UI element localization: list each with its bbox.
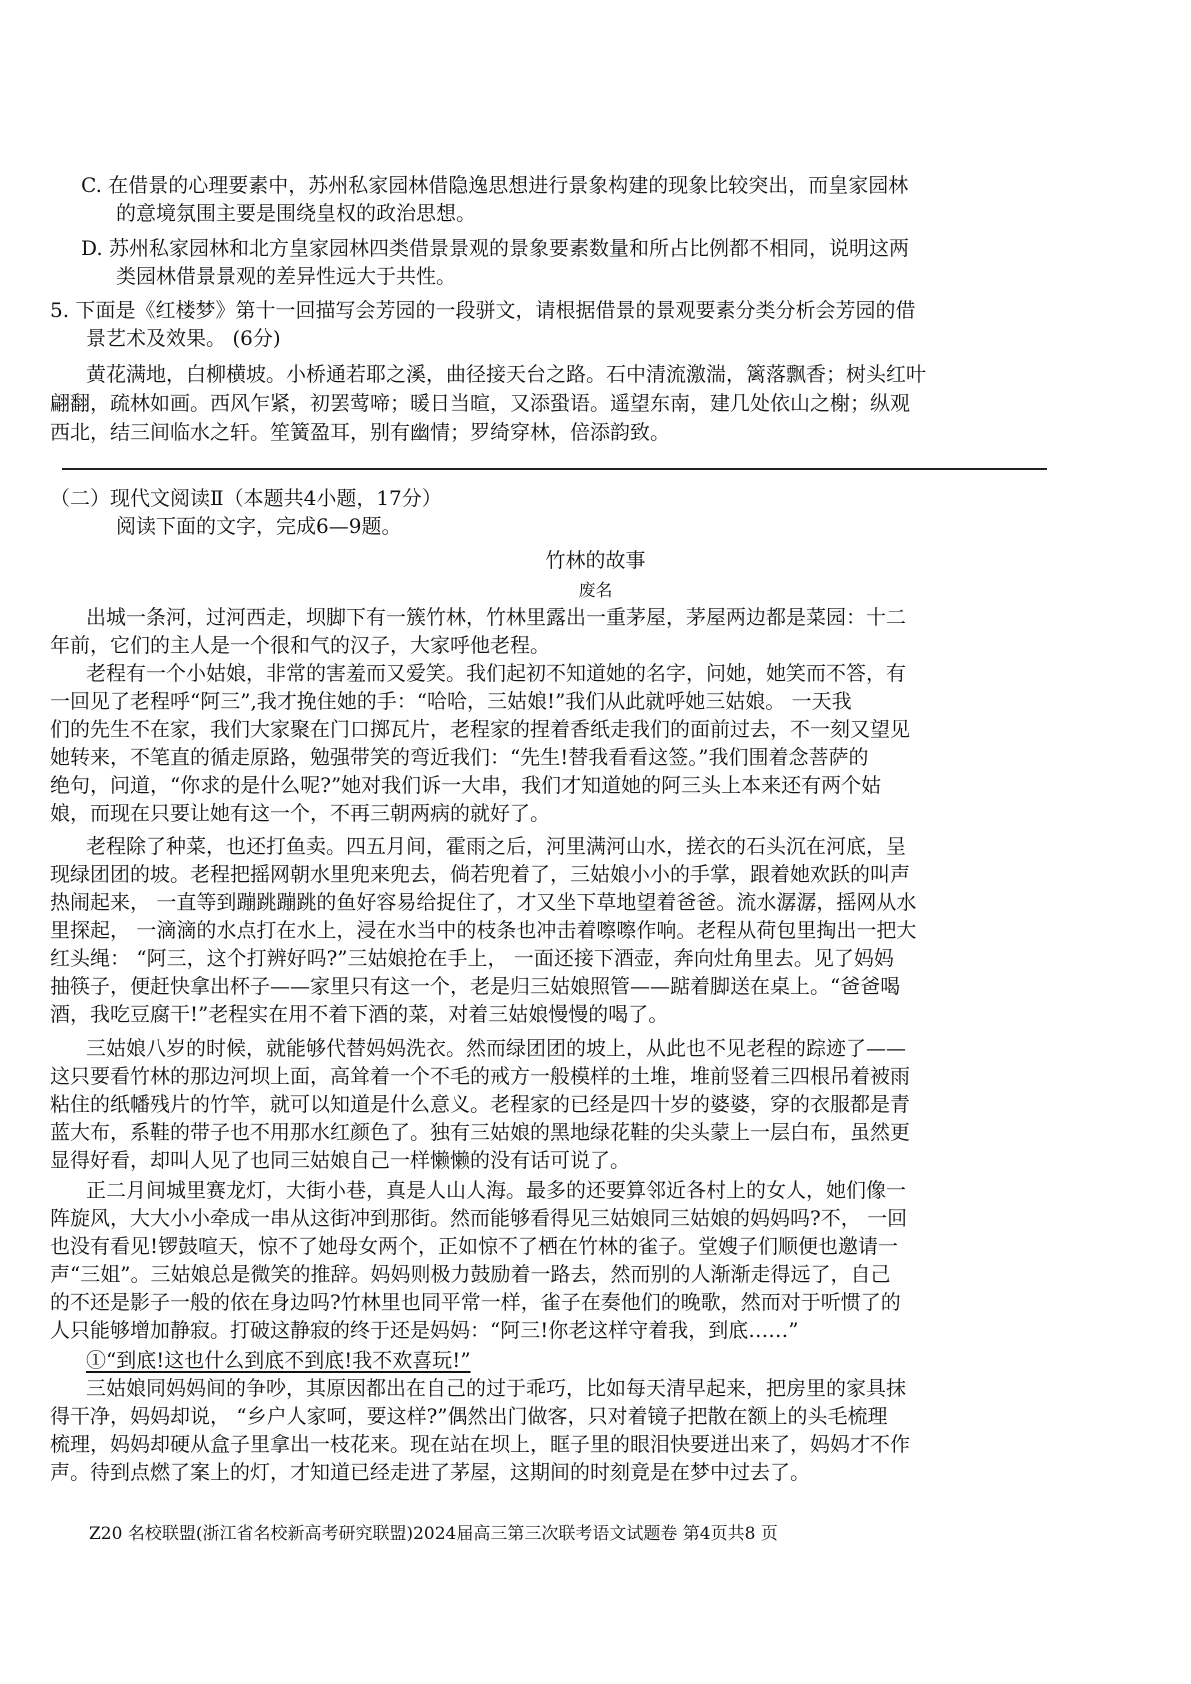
story-title: 竹林的故事: [545, 548, 646, 572]
story-line: 绝句，问道，“你求的是什么呢?”她对我们诉一大串，我们才知道她的阿三头上本来还有两个姑: [50, 773, 882, 797]
story-line: 们的先生不在家，我们大家聚在门口掷瓦片，老程家的捏着香纸走我们的面前过去，不一刻又望见: [50, 717, 910, 741]
story-line: 阵旋风，大大小小牵成一串从这街冲到那街。然而能够看得见三姑娘同三姑娘的妈妈吗?不， 一回: [50, 1206, 908, 1230]
story-line: 热闹起来， 一直等到蹦跳蹦跳的鱼好容易给捉住了，才又坐下草地望着爸爸。流水潺潺，摇网从水: [50, 890, 917, 914]
story-line: 三姑娘八岁的时候，就能够代替妈妈洗衣。然而绿团团的坡上，从此也不见老程的踪迹了——: [86, 1036, 906, 1060]
section-divider: [62, 468, 1047, 470]
story-line: 声“三姐”。三姑娘总是微笑的推辞。妈妈则极力鼓励着一路去，然而别的人渐渐走得远了，自己: [50, 1262, 891, 1286]
story-line: 红头绳： “阿三，这个打辨好吗?”三姑娘抢在手上， 一面还接下酒壶，奔向灶角里去。见了妈妈: [50, 946, 894, 970]
story-line: 得干净，妈妈却说， “乡户人家呵，要这样?”偶然出门做客，只对着镜子把散在额上的头毛梳理: [50, 1404, 888, 1428]
section-instruction: 阅读下面的文字，完成6—9题。: [116, 514, 402, 538]
story-line: 三姑娘同妈妈间的争吵，其原因都出在自己的过于乖巧，比如每天清早起来，把房里的家具抹: [86, 1376, 906, 1400]
story-line: 老程除了种菜，也还打鱼卖。四五月间，霍雨之后，河里满河山水，搓衣的石头沉在河底，呈: [86, 834, 906, 858]
story-line: 老程有一个小姑娘，非常的害羞而又爱笑。我们起初不知道她的名字，问她，她笑而不答，有: [86, 661, 906, 685]
story-line: 梳理，妈妈却硬从盒子里拿出一枝花来。现在站在坝上，眶子里的眼泪快要迸出来了，妈妈才不作: [50, 1432, 910, 1456]
story-line: 一回见了老程呼“阿三”,我才挽住她的手：“哈哈，三姑娘!”我们从此就呼她三姑娘。 一天我: [50, 689, 852, 713]
story-line: 里探起， 一滴滴的水点打在水上，浸在水当中的枝条也冲击着嚓嚓作响。老程从荷包里掏出一把大: [50, 918, 917, 942]
story-line: 年前，它们的主人是一个很和气的汉子，大家呼他老程。: [50, 633, 550, 657]
story-line: 她转来，不笔直的循走原路，勉强带笑的弯近我们：“先生!替我看看这签。”我们围着念菩萨的: [50, 745, 869, 769]
story-line: 蓝大布，系鞋的带子也不用那水红颜色了。独有三姑娘的黑地绿花鞋的尖头蒙上一层白布，虽然更: [50, 1120, 910, 1144]
story-line: 出城一条河，过河西走，坝脚下有一簇竹林，竹林里露出一重茅屋，茅屋两边都是菜园：十二: [86, 605, 906, 629]
page-footer: Z20 名校联盟(浙江省名校新高考研究联盟)2024届高三第三次联考语文试题卷 第4页共8 页: [89, 1524, 778, 1544]
excerpt-line: 翩翻，疏林如画。西风乍紧，初罢莺啼；暖日当暄，又添蛩语。遥望东南，建几处依山之榭；纵观: [50, 391, 910, 415]
option-c-line1: C. 在借景的心理要素中，苏州私家园林借隐逸思想进行景象构建的现象比较突出，而皇家园林: [81, 173, 909, 197]
story-line: 正二月间城里赛龙灯，大街小巷，真是人山人海。最多的还要算邻近各村上的女人，她们像一: [86, 1178, 906, 1202]
story-line: 抽筷子，便赶快拿出杯子——家里只有这一个，老是归三姑娘照管——踮着脚送在桌上。“爸爸喝: [50, 974, 901, 998]
option-c-line2: 的意境氛围主要是围绕皇权的政治思想。: [116, 201, 476, 225]
option-d-line1: D. 苏州私家园林和北方皇家园林四类借景景观的景象要素数量和所占比例都不相同，说明这两: [81, 236, 910, 260]
story-line: 声。待到点燃了案上的灯，才知道已经走进了茅屋，这期间的时刻竟是在梦中过去了。: [50, 1460, 810, 1484]
story-line: 现绿团团的坡。老程把摇网朝水里兜来兜去，倘若兜着了，三姑娘小小的手掌，跟着她欢跃的叫声: [50, 862, 910, 886]
story-line: 娘，而现在只要让她有这一个，不再三朝两病的就好了。: [50, 801, 550, 825]
story-line: 粘住的纸幡残片的竹竿，就可以知道是什么意义。老程家的已经是四十岁的婆婆，穿的衣服都是青: [50, 1092, 910, 1116]
story-author: 废名: [578, 581, 613, 601]
section-heading: （二）现代文阅读Ⅱ（本题共4小题，17分）: [50, 486, 442, 510]
story-line: 也没有看见!锣鼓喧天，惊不了她母女两个，正如惊不了栖在竹林的雀子。堂嫂子们顺便也邀请一: [50, 1234, 899, 1258]
story-line-underlined: ①“到底!这也什么到底不到底!我不欢喜玩!”: [86, 1348, 471, 1372]
question5-line1: 5. 下面是《红楼梦》第十一回描写会芳园的一段骈文，请根据借景的景观要素分类分析会芳园的借: [50, 298, 916, 322]
excerpt-line: 西北，结三间临水之轩。笙簧盈耳，别有幽情；罗绮穿林，倍添韵致。: [50, 420, 670, 444]
story-line: 酒，我吃豆腐干!”老程实在用不着下酒的菜，对着三姑娘慢慢的喝了。: [50, 1002, 669, 1026]
option-d-line2: 类园林借景景观的差异性远大于共性。: [116, 264, 456, 288]
story-line: 这只要看竹林的那边河坝上面，高耸着一个不毛的戒方一般模样的土堆，堆前竖着三四根吊着被雨: [50, 1064, 910, 1088]
story-line: 显得好看，却叫人见了也同三姑娘自己一样懒懒的没有话可说了。: [50, 1148, 630, 1172]
question5-line2: 景艺术及效果。 (6分): [86, 326, 281, 350]
excerpt-line: 黄花满地，白柳横坡。小桥通若耶之溪，曲径接天台之路。石中清流激湍，篱落飘香；树头红叶: [86, 362, 926, 386]
story-line: 人只能够增加静寂。打破这静寂的终于还是妈妈：“阿三!你老这样守着我，到底……”: [50, 1318, 799, 1342]
story-line: 的不还是影子一般的依在身边吗?竹林里也同平常一样，雀子在奏他们的晚歌，然而对于听惯了的: [50, 1290, 901, 1314]
